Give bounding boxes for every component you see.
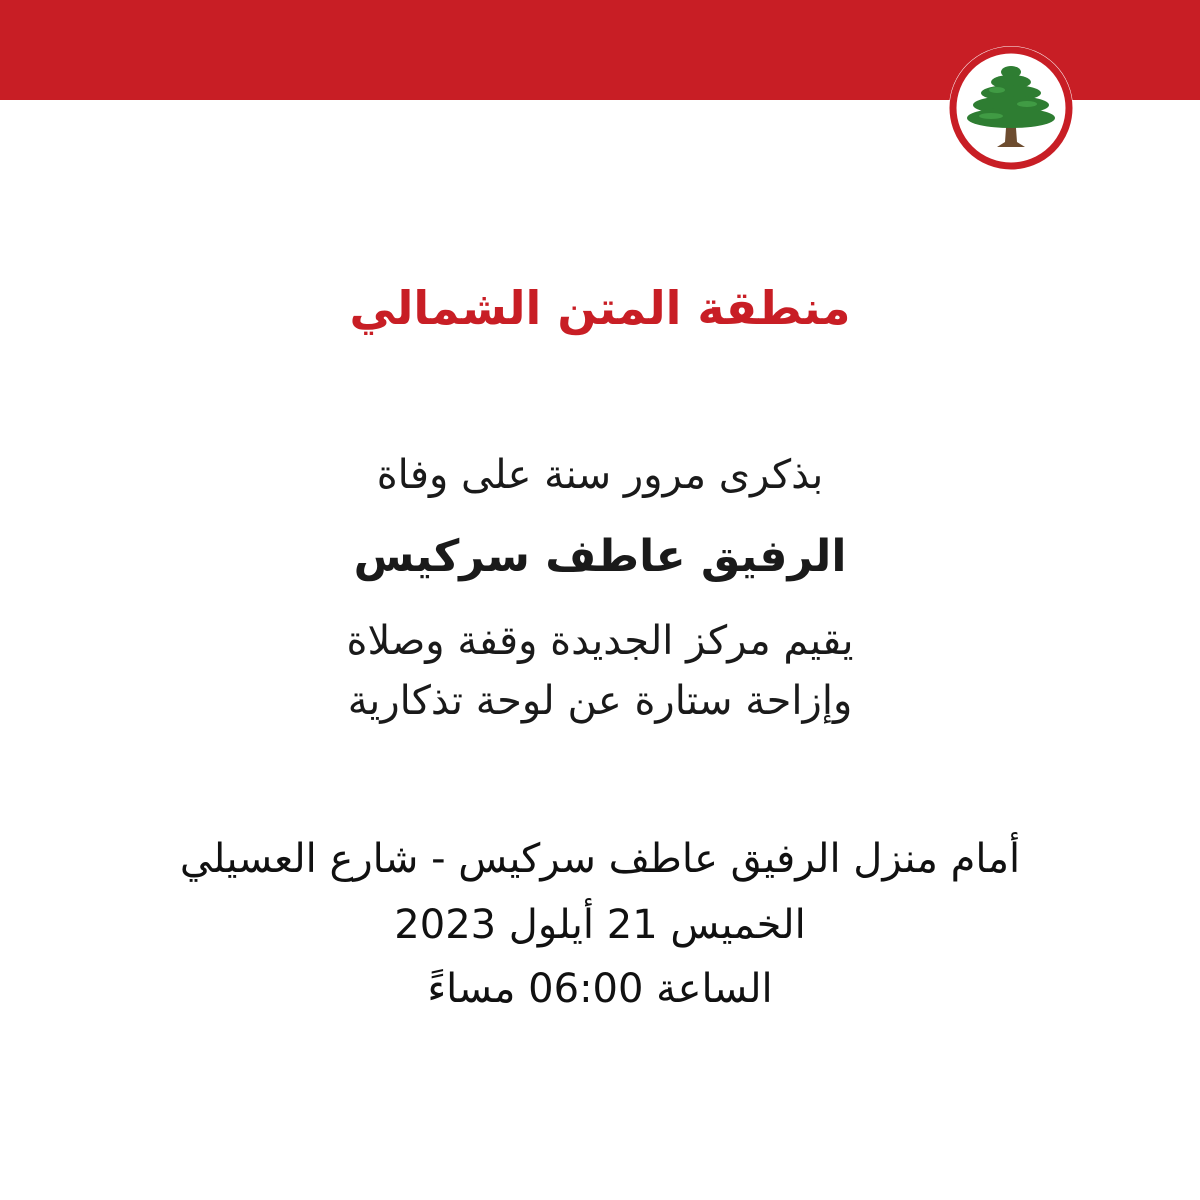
party-logo	[947, 44, 1075, 172]
anniversary-line: بذكرى مرور سنة على وفاة	[376, 452, 824, 498]
event-line-2: وإزاحة ستارة عن لوحة تذكارية	[347, 678, 853, 724]
cedar-highlight-2	[1017, 101, 1037, 107]
cedar-tree-icon	[947, 44, 1075, 172]
event-location: أمام منزل الرفيق عاطف سركيس - شارع العسيلي	[179, 836, 1021, 882]
deceased-name: الرفيق عاطف سركيس	[353, 531, 847, 582]
event-time: الساعة 06:00 مساءً	[427, 966, 773, 1012]
cedar-highlight-1	[989, 87, 1005, 93]
event-date: الخميس 21 أيلول 2023	[394, 902, 806, 948]
region-title: منطقة المتن الشمالي	[349, 281, 851, 335]
event-line-1: يقيم مركز الجديدة وقفة وصلاة	[346, 618, 854, 664]
cedar-layer-5	[967, 108, 1055, 128]
cedar-highlight-3	[979, 113, 1003, 119]
